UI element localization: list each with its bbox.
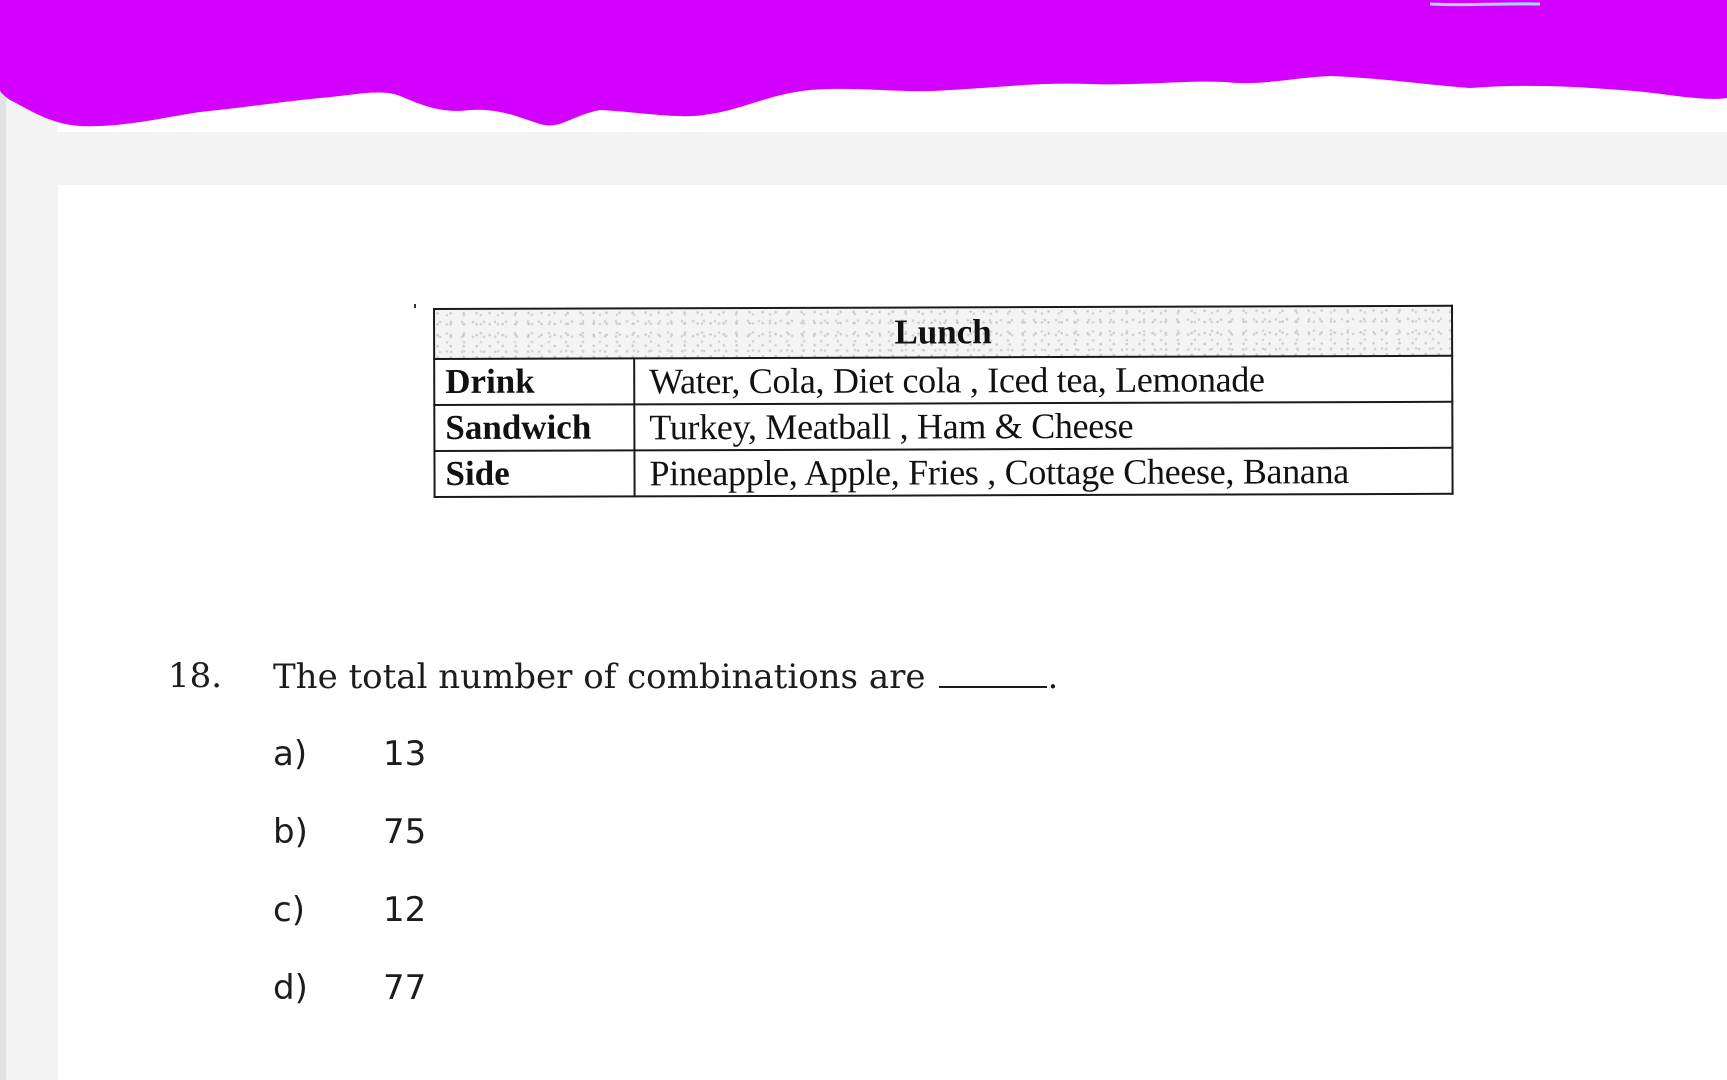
row-items-drink: Water, Cola, Diet cola , Iced tea, Lemonade [634, 356, 1452, 405]
row-items-sandwich: Turkey, Meatball , Ham & Cheese [634, 402, 1452, 451]
lunch-menu-table [433, 305, 1454, 498]
row-items-side: Pineapple, Apple, Fries , Cottage Cheese, Banana [634, 448, 1452, 497]
option-value: 12 [383, 890, 427, 930]
table-row [434, 402, 1452, 451]
option-value: 77 [383, 968, 427, 1008]
left-edge-strip [0, 0, 6, 1080]
answer-blank [939, 656, 1047, 688]
table-header-row [434, 306, 1452, 359]
option-letter: c) [273, 890, 305, 930]
row-label-drink: Drink [434, 358, 634, 405]
option-value: 13 [383, 734, 427, 774]
option-value: 75 [383, 812, 427, 852]
table-row [434, 356, 1452, 405]
option-letter: b) [273, 812, 308, 852]
question-stem [273, 656, 1058, 697]
scan-speck [414, 304, 416, 308]
question-text: The total number of combinations are [273, 657, 926, 697]
magenta-scribble [0, 0, 1727, 140]
option-letter: d) [273, 968, 308, 1008]
table-header-lunch: Lunch [434, 306, 1452, 359]
question-period: . [1047, 657, 1059, 697]
table-row [434, 448, 1452, 497]
scribble-shape [0, 0, 1727, 126]
question-number: 18. [168, 656, 223, 696]
row-label-sandwich: Sandwich [434, 404, 634, 451]
scribble-light-stroke [1430, 4, 1540, 5]
option-letter: a) [273, 734, 308, 774]
row-label-side: Side [434, 450, 634, 497]
